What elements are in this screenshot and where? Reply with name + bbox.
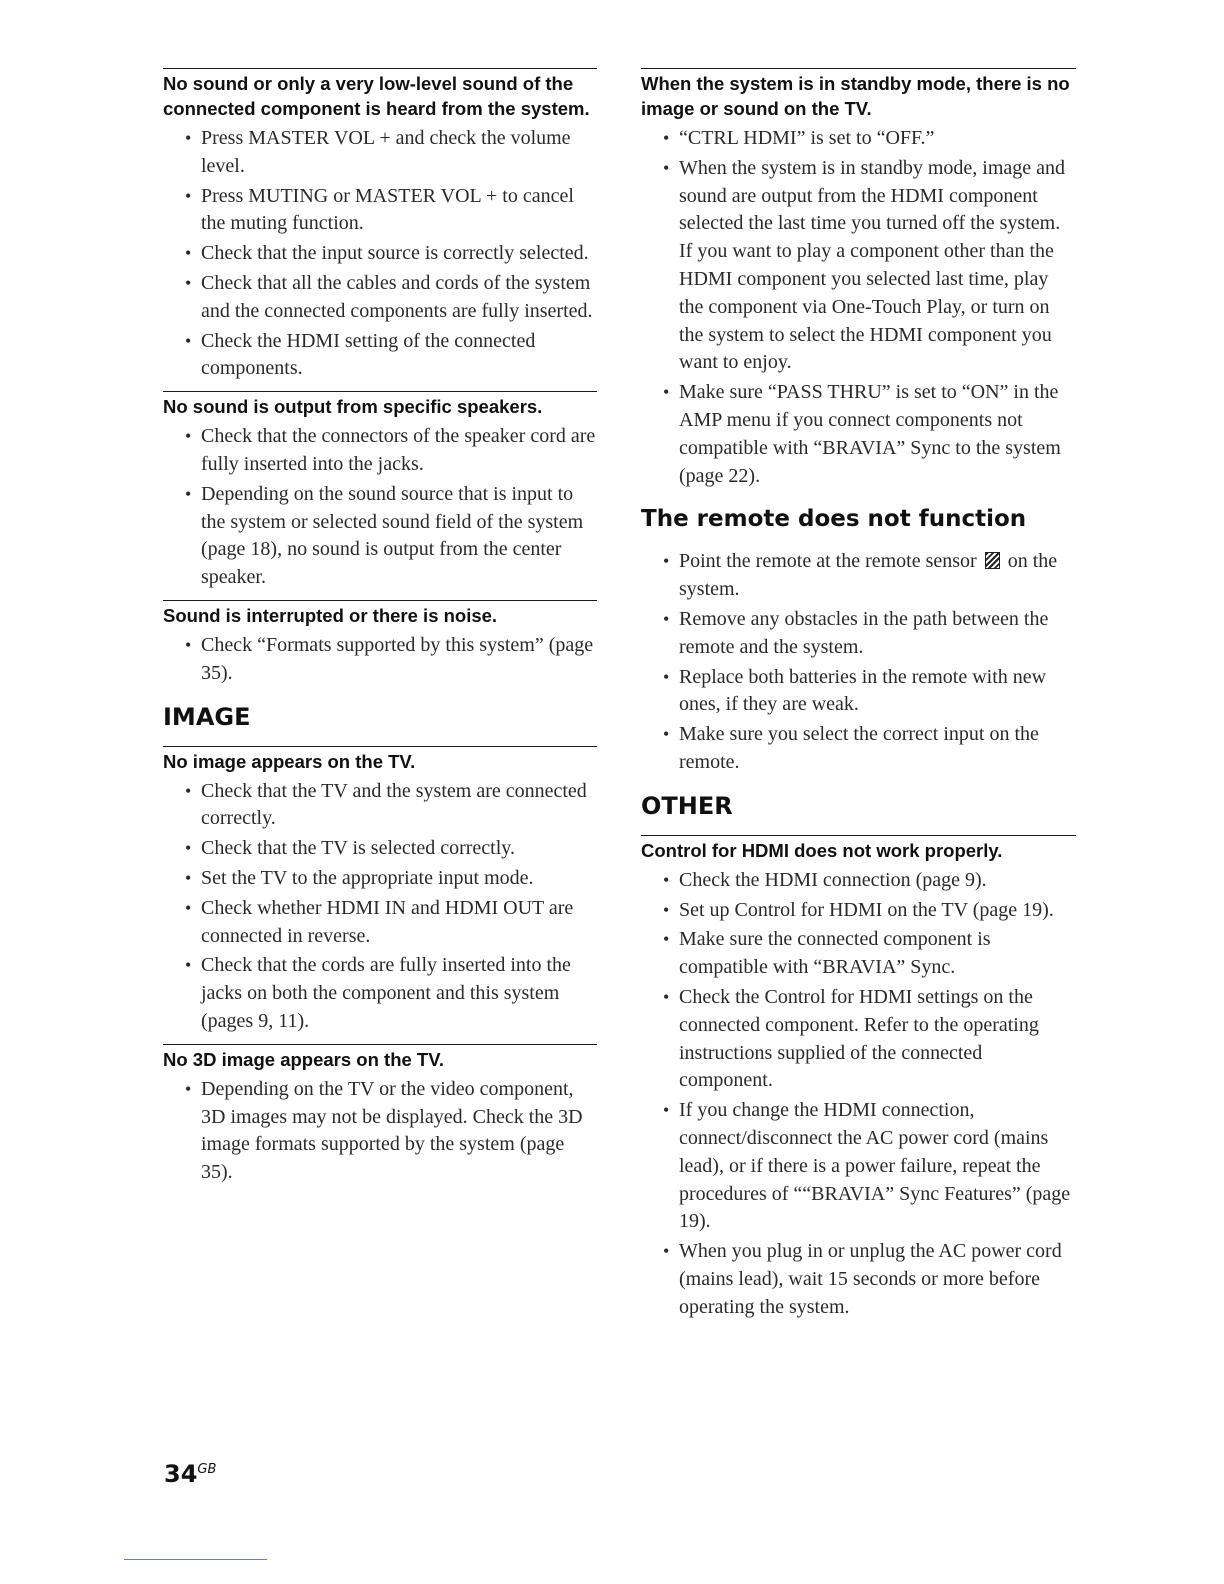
list-item-text: Check that the TV and the system are connected correctly. bbox=[201, 779, 587, 830]
list-item-text: Check that the TV is selected correctly. bbox=[201, 837, 515, 860]
bullet-icon: • bbox=[185, 838, 192, 859]
section-heading-remote: The remote does not function bbox=[641, 506, 1027, 533]
list-item bbox=[163, 270, 597, 326]
list-item bbox=[641, 867, 1076, 895]
bottom-rule bbox=[124, 1559, 267, 1560]
list-item-text: If you change the HDMI connection, connect/disconnect the AC power cord (mains lead), or if there is a power failure, repeat the procedures of ““BRAVIA” Sync Features” (page 19). bbox=[679, 1099, 1071, 1233]
list-item-text: Point the remote at the remote sensor bbox=[679, 550, 977, 573]
bullet-list bbox=[163, 778, 597, 1036]
bullet-icon: • bbox=[663, 929, 670, 950]
topic-title: Control for HDMI does not work properly. bbox=[641, 839, 1003, 861]
topic-low-sound bbox=[163, 68, 597, 383]
list-item-text: Check whether HDMI IN and HDMI OUT are connected in reverse. bbox=[201, 896, 574, 947]
list-item-text: Check the HDMI connection (page 9). bbox=[679, 868, 987, 891]
list-item-text: Make sure you select the correct input on the remote. bbox=[679, 723, 1039, 773]
bullet-icon: • bbox=[185, 1078, 192, 1099]
list-item bbox=[641, 721, 1076, 777]
bullet-icon: • bbox=[185, 243, 192, 264]
bullet-list bbox=[163, 125, 597, 383]
list-item bbox=[163, 865, 597, 893]
right-column bbox=[641, 68, 1076, 1323]
bullet-icon: • bbox=[663, 608, 670, 629]
section-heading-image: IMAGE bbox=[163, 702, 251, 731]
list-item-text: When you plug in or unplug the AC power cord (mains lead), wait 15 seconds or more before operating the system. bbox=[679, 1240, 1062, 1318]
topic-specific-speakers bbox=[163, 391, 597, 592]
bullet-icon: • bbox=[663, 986, 670, 1007]
list-item bbox=[641, 125, 1076, 153]
list-item bbox=[641, 1238, 1076, 1321]
bullet-icon: • bbox=[185, 128, 192, 148]
list-item-text: “CTRL HDMI” is set to “OFF.” bbox=[679, 127, 935, 149]
bullet-icon: • bbox=[185, 955, 192, 976]
list-item bbox=[163, 125, 597, 181]
bullet-list bbox=[641, 867, 1076, 1322]
bullet-icon: • bbox=[663, 551, 670, 572]
list-item bbox=[641, 548, 1076, 604]
list-item bbox=[163, 423, 597, 479]
bullet-list bbox=[163, 1076, 597, 1187]
bullet-list bbox=[163, 632, 597, 688]
list-item-text: Make sure “PASS THRU” is set to “ON” in the AMP menu if you connect components not compatible with “BRAVIA” Sync to the system (page 22). bbox=[679, 381, 1061, 487]
list-item bbox=[641, 664, 1076, 720]
remote-sensor-icon bbox=[985, 552, 1000, 569]
bullet-icon: • bbox=[185, 867, 192, 888]
topic-no-3d-image bbox=[163, 1044, 597, 1187]
topic-title: Sound is interrupted or there is noise. bbox=[163, 604, 498, 626]
list-item-text: on the system. bbox=[679, 550, 1058, 601]
list-item bbox=[163, 778, 597, 834]
list-item-text: Check that the input source is correctly selected. bbox=[201, 242, 589, 265]
list-item-text: Set the TV to the appropriate input mode. bbox=[201, 866, 534, 889]
bullet-list bbox=[641, 125, 1076, 490]
list-item-text: Replace both batteries in the remote with new ones, if they are weak. bbox=[679, 665, 1047, 716]
list-item bbox=[641, 379, 1076, 490]
list-item bbox=[641, 606, 1076, 662]
list-item-text: Depending on the TV or the video component, 3D images may not be displayed. Check the 3D image formats supported by the system (page 35). bbox=[201, 1077, 583, 1184]
list-item-text: Check that the cords are fully inserted into the jacks on both the component and this system (pages 9, 11). bbox=[201, 954, 571, 1032]
page-number-suffix: GB bbox=[197, 1462, 217, 1477]
list-item-text: Check the HDMI setting of the connected components. bbox=[201, 329, 536, 380]
list-item-text: Press MASTER VOL + and check the volume level. bbox=[201, 127, 571, 177]
page-number-value: 34 bbox=[164, 1460, 198, 1488]
list-item-text: Press MUTING or MASTER VOL + to cancel the muting function. bbox=[201, 184, 574, 235]
list-item bbox=[641, 1097, 1076, 1236]
topic-title: No sound or only a very low-level sound of the connected component is heard from the system. bbox=[163, 73, 590, 119]
topic-title: No image appears on the TV. bbox=[163, 750, 416, 772]
left-column bbox=[163, 68, 597, 1189]
list-item-text: Remove any obstacles in the path between the remote and the system. bbox=[679, 607, 1049, 658]
bullet-icon: • bbox=[663, 899, 670, 920]
list-item bbox=[163, 183, 597, 239]
bullet-icon: • bbox=[185, 426, 192, 447]
list-item bbox=[163, 952, 597, 1035]
bullet-icon: • bbox=[185, 272, 192, 293]
list-item bbox=[641, 984, 1076, 1095]
bullet-list-remote bbox=[641, 548, 1076, 776]
bullet-icon: • bbox=[185, 897, 192, 918]
bullet-icon: • bbox=[663, 157, 670, 178]
topic-standby bbox=[641, 68, 1076, 490]
bullet-icon: • bbox=[663, 1100, 670, 1121]
list-item bbox=[163, 481, 597, 592]
page-number bbox=[164, 1460, 216, 1488]
list-item bbox=[163, 835, 597, 863]
list-item-text: Check “Formats supported by this system” (page 35). bbox=[201, 633, 594, 684]
list-item bbox=[163, 632, 597, 688]
list-item-text: Make sure the connected component is compatible with “BRAVIA” Sync. bbox=[679, 928, 991, 979]
list-item-text: Check that all the cables and cords of the system and the connected components are fully inserted. bbox=[201, 271, 593, 322]
list-item bbox=[641, 155, 1076, 377]
bullet-list bbox=[163, 423, 597, 592]
bullet-icon: • bbox=[185, 780, 192, 801]
topic-control-hdmi bbox=[641, 835, 1076, 1322]
topic-no-image bbox=[163, 746, 597, 1036]
list-item-text: Depending on the sound source that is input to the system or selected sound field of the system (page 18), no sound is output from the center speaker. bbox=[201, 482, 584, 589]
list-item bbox=[163, 895, 597, 951]
list-item-text: When the system is in standby mode, image and sound are output from the HDMI component selected the last time you turned off the system. If you want to play a component other than the HDMI component you selected last time, play the component via One-Touch Play, or turn on the system to select the HDMI component you want to enjoy. bbox=[679, 156, 1066, 374]
list-item-text: Check the Control for HDMI settings on the connected component. Refer to the operating instructions supplied of the connected component. bbox=[679, 985, 1039, 1092]
list-item bbox=[163, 328, 597, 384]
bullet-icon: • bbox=[663, 666, 670, 687]
list-item bbox=[163, 240, 597, 268]
topic-title: No sound is output from specific speakers. bbox=[163, 396, 543, 418]
topic-title: When the system is in standby mode, there is no image or sound on the TV. bbox=[641, 73, 1070, 119]
bullet-icon: • bbox=[663, 382, 670, 403]
bullet-icon: • bbox=[663, 1241, 670, 1262]
list-item bbox=[641, 897, 1076, 925]
topic-title: No 3D image appears on the TV. bbox=[163, 1048, 445, 1070]
bullet-icon: • bbox=[663, 724, 670, 745]
section-heading-other: OTHER bbox=[641, 791, 733, 820]
bullet-icon: • bbox=[663, 869, 670, 890]
topic-sound-interrupted bbox=[163, 600, 597, 688]
bullet-icon: • bbox=[185, 483, 192, 504]
list-item-text: Check that the connectors of the speaker cord are fully inserted into the jacks. bbox=[201, 425, 596, 475]
bullet-icon: • bbox=[185, 330, 192, 351]
bullet-icon: • bbox=[185, 634, 192, 655]
list-item bbox=[163, 1076, 597, 1187]
bullet-icon: • bbox=[185, 185, 192, 206]
list-item bbox=[641, 926, 1076, 982]
list-item-text: Set up Control for HDMI on the TV (page 19). bbox=[679, 898, 1054, 921]
bullet-icon: • bbox=[663, 128, 670, 148]
